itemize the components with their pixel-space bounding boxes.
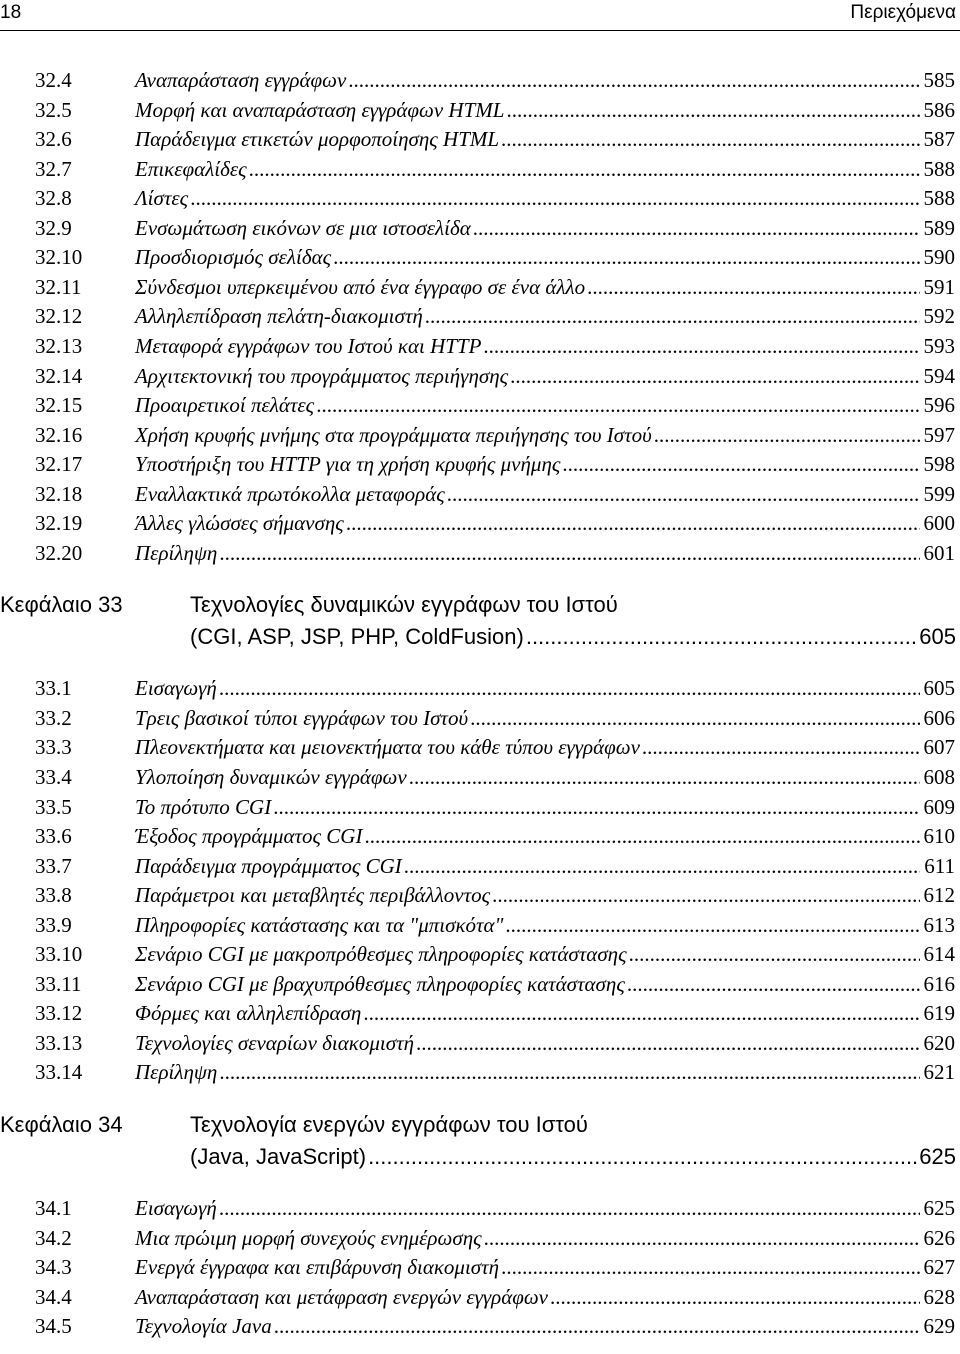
section-title: Αρχιτεκτονική του προγράμματος περιήγησης [135, 364, 509, 388]
section-number: 33.12 [35, 1001, 83, 1025]
leader-dots [333, 245, 919, 270]
section-page: 597 [923, 423, 955, 447]
section-title: Το πρότυπο CGI [135, 795, 272, 819]
section-number: 32.4 [35, 68, 72, 92]
leader-dots [219, 676, 920, 701]
section-title: Πληροφορίες κατάστασης και τα "μπισκότα" [135, 913, 504, 937]
leader-dots [642, 735, 920, 760]
leader-dots [447, 482, 920, 507]
leader-dots [550, 1285, 919, 1310]
section-page: 628 [923, 1285, 955, 1309]
section-page: 627 [923, 1255, 955, 1279]
toc-entry [35, 68, 955, 97]
leader-dots [510, 364, 919, 389]
section-title: Έξοδος προγράμματος CGI [135, 824, 363, 848]
leader-dots [425, 304, 920, 329]
toc-entry [35, 275, 955, 304]
toc-entry [35, 334, 955, 363]
section-number: 34.5 [35, 1314, 72, 1338]
chapter-subtitle: (Java, JavaScript) [190, 1144, 367, 1169]
section-number: 33.11 [35, 972, 82, 996]
section-page: 612 [923, 883, 955, 907]
section-title: Τεχνολογία Java [135, 1314, 272, 1338]
toc-entry [35, 216, 955, 245]
section-page: 596 [923, 393, 955, 417]
leader-dots [505, 913, 919, 938]
leader-dots [416, 1031, 919, 1056]
page-number: 18 [0, 2, 22, 23]
section-title: Προαιρετικοί πελάτες [135, 393, 315, 417]
leader-dots [629, 942, 920, 967]
section-title: Αναπαράσταση εγγράφων [135, 68, 347, 92]
section-page: 593 [923, 334, 955, 358]
section-number: 32.13 [35, 334, 83, 358]
section-page: 585 [923, 68, 955, 92]
section-page: 601 [923, 541, 955, 565]
section-number: 32.12 [35, 304, 83, 328]
toc-entry [35, 824, 955, 853]
chapter-title: Τεχνολογία ενεργών εγγράφων του Ιστού [190, 1112, 588, 1137]
toc-entry [35, 1255, 955, 1284]
toc-entry [35, 676, 955, 705]
section-title: Εισαγωγή [135, 676, 217, 700]
toc-entry [35, 1060, 955, 1089]
section-page: 599 [923, 482, 955, 506]
section-title: Φόρμες και αλληλεπίδραση [135, 1001, 362, 1025]
section-page: 610 [923, 824, 955, 848]
toc-entry [35, 541, 955, 570]
toc-entry [35, 1226, 955, 1255]
leader-dots [470, 706, 919, 731]
toc-entry [35, 1196, 955, 1225]
leader-dots [249, 157, 920, 182]
section-page: 619 [923, 1001, 955, 1025]
section-number: 32.10 [35, 245, 83, 269]
section-page: 609 [923, 795, 955, 819]
leader-dots [409, 765, 920, 790]
section-title: Παράμετροι και μεταβλητές περιβάλλοντος [135, 883, 491, 907]
toc-entry [35, 452, 955, 481]
leader-dots [368, 1144, 917, 1170]
toc-entry [35, 127, 955, 156]
toc-entry [35, 393, 955, 422]
section-number: 33.4 [35, 765, 72, 789]
section-number: 32.14 [35, 364, 83, 388]
chapter-subtitle-row [190, 624, 956, 650]
section-number: 32.9 [35, 216, 72, 240]
section-number: 33.8 [35, 883, 72, 907]
toc-entry [35, 883, 955, 912]
leader-dots [484, 1226, 920, 1251]
section-title: Άλλες γλώσσες σήμανσης [135, 511, 344, 535]
section-title: Περίληψη [135, 1060, 218, 1084]
toc-entry [35, 1314, 955, 1343]
section-number: 32.5 [35, 98, 72, 122]
toc-entry [35, 245, 955, 274]
leader-dots [348, 68, 919, 93]
section-title: Μια πρώιμη μορφή συνεχούς ενημέρωσης [135, 1226, 482, 1250]
leader-dots [364, 824, 919, 849]
section-number: 33.13 [35, 1031, 83, 1055]
section-title: Πλεονεκτήματα και μειονεκτήματα του κάθε τύπου εγγράφων [135, 735, 640, 759]
leader-dots [501, 127, 919, 152]
section-number: 33.3 [35, 735, 72, 759]
chapter-label: Κεφάλαιο 34 [0, 1112, 123, 1137]
toc-entry [35, 972, 955, 1001]
chapter-subtitle: (CGI, ASP, JSP, PHP, ColdFusion) [190, 624, 524, 649]
section-page: 598 [923, 452, 955, 476]
leader-dots [562, 452, 919, 477]
toc-entry [35, 706, 955, 735]
header-rule [0, 30, 960, 31]
leader-dots [483, 334, 919, 359]
section-number: 33.5 [35, 795, 72, 819]
toc-entry [35, 735, 955, 764]
section-page: 594 [923, 364, 955, 388]
chapter-label: Κεφάλαιο 33 [0, 592, 123, 617]
toc-entry [35, 1001, 955, 1030]
section-page: 616 [923, 972, 955, 996]
leader-dots [587, 275, 919, 300]
section-number: 32.17 [35, 452, 83, 476]
leader-dots [654, 423, 920, 448]
toc-entry [35, 186, 955, 215]
section-number: 34.3 [35, 1255, 72, 1279]
toc-entry [35, 157, 955, 186]
section-number: 33.2 [35, 706, 72, 730]
section-title: Σύνδεσμοι υπερκειμένου από ένα έγγραφο σε ένα άλλο [135, 275, 586, 299]
section-page: 586 [923, 98, 955, 122]
leader-dots [473, 216, 920, 241]
leader-dots [346, 511, 920, 536]
section-number: 33.6 [35, 824, 72, 848]
section-title: Σενάριο CGI με μακροπρόθεσμες πληροφορίες κατάστασης [135, 942, 627, 966]
section-page: 588 [923, 157, 955, 181]
toc-entry [35, 1031, 955, 1060]
section-page: 625 [923, 1196, 955, 1220]
section-number: 32.7 [35, 157, 72, 181]
section-number: 33.10 [35, 942, 83, 966]
leader-dots [627, 972, 920, 997]
section-title: Περίληψη [135, 541, 218, 565]
section-number: 33.7 [35, 854, 72, 878]
section-page: 607 [923, 735, 955, 759]
section-number: 33.14 [35, 1060, 83, 1084]
section-number: 33.9 [35, 913, 72, 937]
section-page: 629 [923, 1314, 955, 1338]
leader-dots [492, 883, 919, 908]
section-page: 621 [923, 1060, 955, 1084]
section-number: 33.1 [35, 676, 72, 700]
toc-entry [35, 98, 955, 127]
section-title: Μεταφορά εγγράφων του Ιστού και HTTP [135, 334, 482, 358]
leader-dots [506, 98, 919, 123]
section-page: 587 [923, 127, 955, 151]
toc-entry [35, 942, 955, 971]
section-page: 620 [923, 1031, 955, 1055]
toc-entry [35, 854, 955, 883]
section-number: 32.11 [35, 275, 82, 299]
toc-entry [35, 304, 955, 333]
section-page: 626 [923, 1226, 955, 1250]
leader-dots [219, 1060, 919, 1085]
section-title: Παράδειγμα προγράμματος CGI [135, 854, 402, 878]
section-page: 592 [923, 304, 955, 328]
section-title: Μορφή και αναπαράσταση εγγράφων HTML [135, 98, 505, 122]
leader-dots [219, 541, 919, 566]
section-page: 606 [923, 706, 955, 730]
toc-entry [35, 423, 955, 452]
section-title: Εισαγωγή [135, 1196, 217, 1220]
section-title: Χρήση κρυφής μνήμης στα προγράμματα περιήγησης του Ιστού [135, 423, 652, 447]
leader-dots [274, 1314, 920, 1339]
section-number: 32.8 [35, 186, 72, 210]
toc-entry [35, 913, 955, 942]
leader-dots [501, 1255, 919, 1280]
section-title: Τεχνολογίες σεναρίων διακομιστή [135, 1031, 415, 1055]
section-number: 32.19 [35, 511, 83, 535]
section-number: 34.1 [35, 1196, 72, 1220]
leader-dots [363, 1001, 919, 1026]
section-number: 34.4 [35, 1285, 72, 1309]
section-number: 32.20 [35, 541, 83, 565]
section-title: Ενσωμάτωση εικόνων σε μια ιστοσελίδα [135, 216, 471, 240]
section-page: 591 [923, 275, 955, 299]
section-title: Τρεις βασικοί τύποι εγγράφων του Ιστού [135, 706, 469, 730]
section-page: 613 [923, 913, 955, 937]
section-title: Υποστήριξη του HTTP για τη χρήση κρυφής μνήμης [135, 452, 561, 476]
section-number: 32.16 [35, 423, 83, 447]
section-title: Αλληλεπίδραση πελάτη-διακομιστή [135, 304, 423, 328]
chapter-title: Τεχνολογίες δυναμικών εγγράφων του Ιστού [190, 592, 618, 617]
page-header [0, 0, 960, 26]
section-title: Αναπαράσταση και μετάφραση ενεργών εγγράφων [135, 1285, 549, 1309]
section-page: 611 [924, 854, 955, 878]
section-number: 32.6 [35, 127, 72, 151]
toc-entry [35, 511, 955, 540]
toc-entry [35, 765, 955, 794]
section-title: Παράδειγμα ετικετών μορφοποίησης HTML [135, 127, 500, 151]
leader-dots [526, 624, 917, 650]
section-title: Σενάριο CGI με βραχυπρόθεσμες πληροφορίες κατάστασης [135, 972, 625, 996]
leader-dots [219, 1196, 920, 1221]
chapter-subtitle-row [190, 1144, 956, 1170]
section-title: Λίστες [135, 186, 189, 210]
toc-entry [35, 1285, 955, 1314]
running-title: Περιεχόμενα [850, 2, 956, 23]
chapter-page: 625 [919, 1144, 956, 1169]
leader-dots [404, 854, 920, 879]
section-title: Υλοποίηση δυναμικών εγγράφων [135, 765, 407, 789]
section-number: 32.15 [35, 393, 83, 417]
section-title: Επικεφαλίδες [135, 157, 247, 181]
section-number: 34.2 [35, 1226, 72, 1250]
leader-dots [273, 795, 919, 820]
section-page: 600 [923, 511, 955, 535]
chapter-page: 605 [919, 624, 956, 649]
section-page: 588 [923, 186, 955, 210]
section-title: Εναλλακτικά πρωτόκολλα μεταφοράς [135, 482, 445, 506]
toc-entry [35, 795, 955, 824]
section-page: 608 [923, 765, 955, 789]
section-number: 32.18 [35, 482, 83, 506]
leader-dots [190, 186, 919, 211]
leader-dots [316, 393, 919, 418]
section-title: Προσδιορισμός σελίδας [135, 245, 332, 269]
toc-entry [35, 364, 955, 393]
section-page: 614 [923, 942, 955, 966]
section-page: 590 [923, 245, 955, 269]
section-page: 605 [923, 676, 955, 700]
section-page: 589 [923, 216, 955, 240]
toc-entry [35, 482, 955, 511]
section-title: Ενεργά έγγραφα και επιβάρυνση διακομιστή [135, 1255, 500, 1279]
